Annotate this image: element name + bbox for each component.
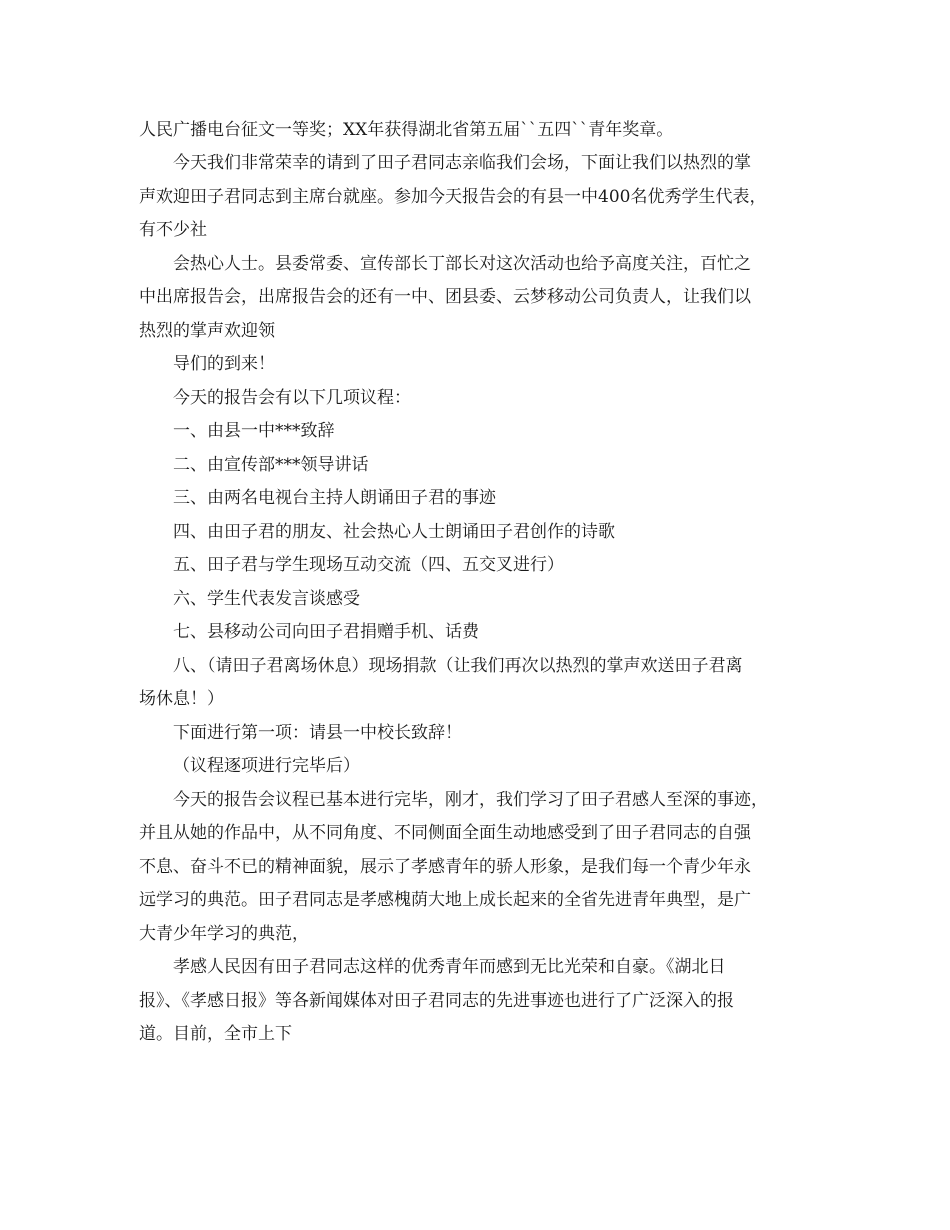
agenda-item: 八、（请田子君离场休息）现场捐款（让我们再次以热烈的掌声欢送田子君离	[173, 656, 743, 676]
text-line: 人民广播电台征文一等奖；XX年获得湖北省第五届``五四``青年奖章。	[139, 120, 674, 140]
text-line: 会热心人士。县委常委、宣传部长丁部长对这次活动也给予高度关注，百忙之	[173, 254, 751, 274]
text-line: 今天我们非常荣幸的请到了田子君同志亲临我们会场，下面让我们以热烈的掌	[173, 153, 751, 173]
text-line: 场休息！）	[139, 689, 224, 709]
text-line: 导们的到来！	[173, 354, 275, 374]
text-line: 今天的报告会议程已基本进行完毕，刚才，我们学习了田子君感人至深的事迹，	[173, 790, 768, 810]
text-line: （议程逐项进行完毕后）	[173, 756, 360, 776]
agenda-item: 二、由宣传部***领导讲话	[173, 455, 369, 475]
text-line: 孝感人民因有田子君同志这样的优秀青年而感到无比光荣和自豪。《湖北日	[173, 957, 726, 977]
text-line: 报》、《孝感日报》等各新闻媒体对田子君同志的先进事迹也进行了广泛深入的报	[139, 991, 734, 1011]
text-line: 不息、奋斗不已的精神面貌，展示了孝感青年的骄人形象，是我们每一个青少年永	[139, 857, 751, 877]
agenda-item: 三、由两名电视台主持人朗诵田子君的事迹	[173, 488, 496, 508]
agenda-item: 五、田子君与学生现场互动交流（四、五交叉进行）	[173, 555, 564, 575]
text-line: 道。目前，全市上下	[139, 1024, 292, 1044]
text-line: 大青少年学习的典范，	[139, 924, 309, 944]
text-line: 声欢迎田子君同志到主席台就座。参加今天报告会的有县一中400名优秀学生代表，	[139, 187, 767, 207]
text-line: 远学习的典范。田子君同志是孝感槐荫大地上成长起来的全省先进青年典型，是广	[139, 890, 751, 910]
text-line: 中出席报告会，出席报告会的还有一中、团县委、云梦移动公司负责人，让我们以	[139, 287, 751, 307]
text-line: 下面进行第一项：请县一中校长致辞！	[173, 723, 462, 743]
text-line: 有不少社	[139, 220, 207, 240]
text-line: 今天的报告会有以下几项议程：	[173, 388, 411, 408]
agenda-item: 六、学生代表发言谈感受	[173, 589, 360, 609]
agenda-item: 一、由县一中***致辞	[173, 421, 335, 441]
agenda-item: 四、由田子君的朋友、社会热心人士朗诵田子君创作的诗歌	[173, 522, 615, 542]
agenda-item: 七、县移动公司向田子君捐赠手机、话费	[173, 622, 479, 642]
text-line: 热烈的掌声欢迎领	[139, 321, 275, 341]
text-line: 并且从她的作品中，从不同角度、不同侧面全面生动地感受到了田子君同志的自强	[139, 823, 751, 843]
